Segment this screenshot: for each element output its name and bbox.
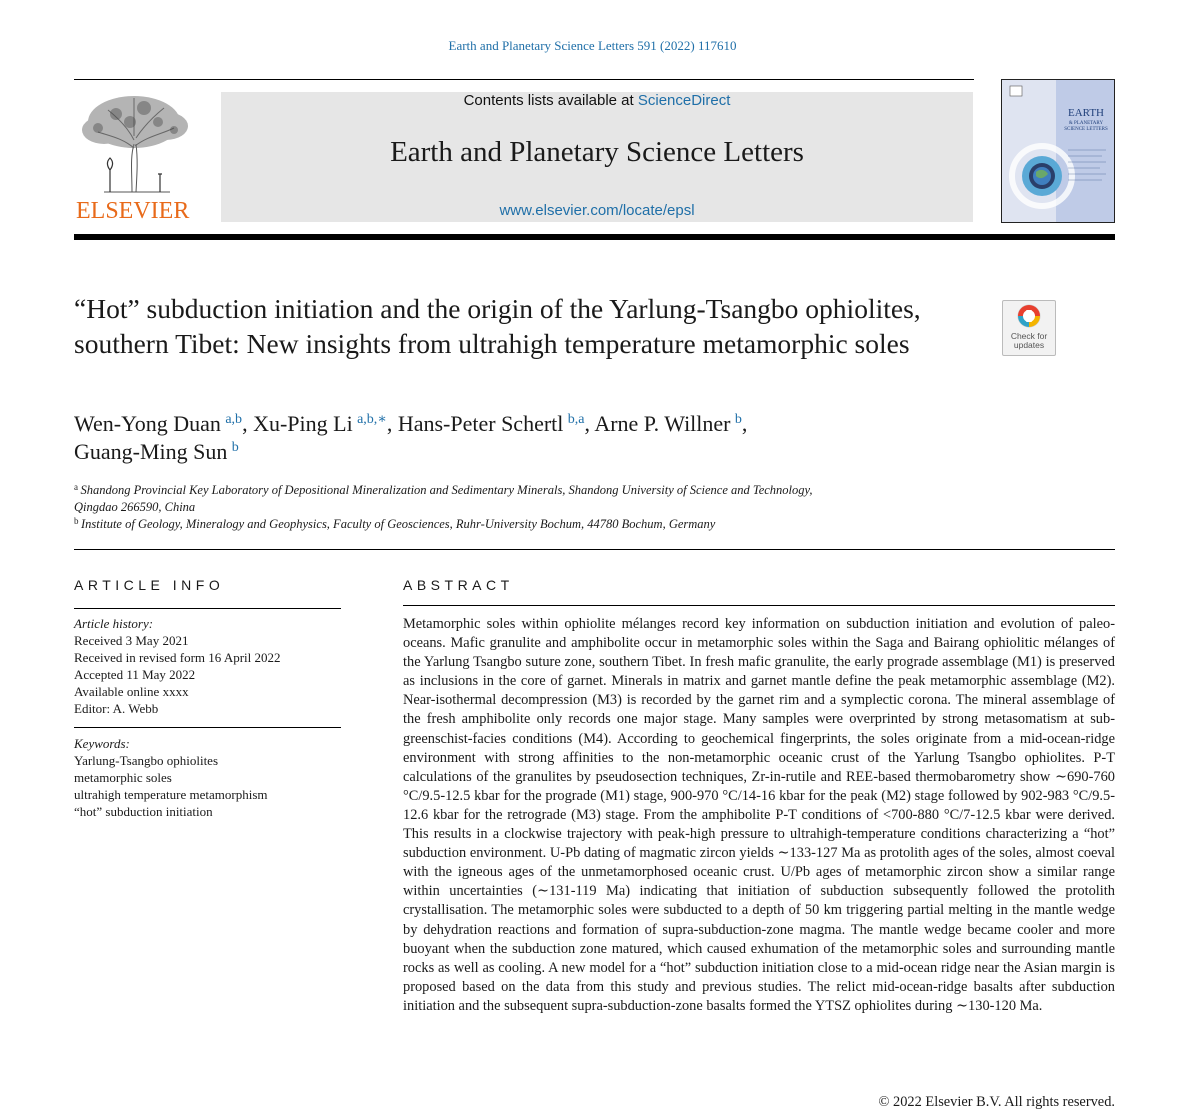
masthead-thick-rule xyxy=(74,234,1115,240)
elsevier-tree-icon xyxy=(74,92,194,196)
abstract-heading: ABSTRACT xyxy=(403,577,514,593)
cover-art-icon xyxy=(1002,80,1114,222)
article-title: “Hot” subduction initiation and the origin of the Yarlung-Tsangbo ophiolites, southern Tibet: New insights from ultrahigh temperature metamorphic soles xyxy=(74,293,921,359)
author-separator: , xyxy=(386,411,398,436)
keyword-item: ultrahigh temperature metamorphism xyxy=(74,787,268,802)
affiliation-a xyxy=(74,482,934,499)
affiliation-text: Shandong Provincial Key Laboratory of Depositional Mineralization and Sedimentary Minerals, Shandong University of Science and Technology, xyxy=(80,483,813,497)
author-affiliation-link[interactable]: b xyxy=(231,440,239,455)
author-affiliation-link[interactable]: a,b,∗ xyxy=(357,412,387,427)
keywords xyxy=(74,735,344,820)
author-affiliation-link[interactable]: b xyxy=(734,412,742,427)
abstract-rule xyxy=(403,605,1115,606)
author-name[interactable]: Xu-Ping Li xyxy=(253,411,353,436)
cover-title-3: SCIENCE LETTERS xyxy=(1064,127,1108,132)
affiliations xyxy=(74,482,934,533)
history-received: Received 3 May 2021 xyxy=(74,633,189,648)
affiliation-text: Institute of Geology, Mineralogy and Geophysics, Faculty of Geosciences, Ruhr-University Bochum, 44780 Bochum, Germany xyxy=(81,517,716,531)
publisher-name: ELSEVIER xyxy=(76,198,190,224)
article-history-label: Article history: xyxy=(74,616,154,631)
journal-name: Earth and Planetary Science Letters xyxy=(390,136,804,168)
history-accepted: Accepted 11 May 2022 xyxy=(74,667,196,682)
author-separator: , xyxy=(242,411,254,436)
journal-cover-thumbnail[interactable] xyxy=(1001,79,1115,223)
contents-line xyxy=(221,92,973,109)
affiliation-b xyxy=(74,516,934,533)
keywords-rule xyxy=(74,727,341,728)
elsevier-logo[interactable] xyxy=(74,92,194,222)
journal-url-link[interactable]: www.elsevier.com/locate/epsl xyxy=(499,202,695,219)
check-for-updates-label xyxy=(1003,332,1055,350)
keywords-label: Keywords: xyxy=(74,736,130,751)
contents-prefix: Contents lists available at xyxy=(463,92,638,109)
sciencedirect-link[interactable]: ScienceDirect xyxy=(637,92,731,109)
keyword-item: metamorphic soles xyxy=(74,770,172,785)
journal-reference[interactable]: Earth and Planetary Science Letters 591 (2022) 117610 xyxy=(448,38,737,53)
author-name[interactable]: Hans-Peter Schertl xyxy=(397,411,564,436)
author-affiliation-link[interactable]: a,b xyxy=(225,412,243,427)
keyword-item: Yarlung-Tsangbo ophiolites xyxy=(74,753,219,768)
author-name[interactable]: Arne P. Willner xyxy=(594,411,731,436)
author-separator: , xyxy=(584,411,595,436)
article-history xyxy=(74,615,344,717)
cover-title-2: & PLANETARY xyxy=(1068,121,1104,126)
abstract-text: Metamorphic soles within ophiolite mélanges record key information on subduction initiation and evolution of paleo-oceans. Mafic granulite and amphibolite occur in metamorphic soles within the Saga and Bairang ophiolitic mélanges of the Yarlung Tsangbo suture zone, southern Tibet. In fresh mafic granulite, the early prograde assemblage (M1) is preserved as inclusions in the core of garnet. Minerals in matrix and garnet mantle define the peak metamorphic assemblage (M2). Near-isothermal decompression (M3) is recorded by the garnet rim and a symplectic corona. The mineral assemblage of the fresh amphibolite only records one major stage. Many samples were overprinted by strong metasomatism at sub-greenschist-facies conditions (M4). According to geochemical fingerprints, the soles originate from a mid-ocean-ridge environment with strong affinities to the non-metamorphic oceanic crust of the Yarlung Tsangbo ophiolites. P-T calculations of the granulites by pseudosection techniques, Zr-in-rutile and REE-based thermobarometry show ∼690-760 °C/9.5-12.5 kbar for the prograde (M1) stage, 900-970 °C/14-16 kbar for the peak (M2) stage followed by 902-983 °C/9.5-12.6 kbar for the retrograde (M3) stage. From the amphibolite P-T conditions of <700-880 °C/7-12.5 kbar were derived. This results in a clockwise trajectory with peak-high pressure to ultrahigh-temperature conditions characterizing a “hot” subduction environment. U-Pb dating of magmatic zircon yields ∼133-127 Ma as protolith ages of the soles, almost coeval with the igneous ages of the unmetamorphosed oceanic crust. U/Pb ages of metamorphic zircon show a similar range within uncertainties (∼131-119 Ma) indicating that initiation of subduction subsequently followed the protolith crystallisation. The metamorphic soles were subducted to a depth of 50 km triggering partial melting in the mantle wedge by dehydration reactions and formation of supra-subduction-zone magma. The mantle wedge became cooler and more buoyant when the subduction zone matured, which caused exhumation of the metamorphic soles and surrounding mantle rocks as well as cooling. A new model for a “hot” subduction initiation close to a mid-ocean ridge near the Asian margin is proposed based on the data from this study and previous studies. The relict mid-ocean-ridge basalts after subduction initiation and the subsequent supra-subduction-zone basalts formed the YTSZ ophiolites during ∼130-120 Ma. xyxy=(403,616,1115,1014)
cover-title-1: EARTH xyxy=(1067,107,1105,119)
section-rule xyxy=(74,549,1115,550)
keyword-item: “hot” subduction initiation xyxy=(74,804,213,819)
history-online: Available online xxxx xyxy=(74,684,189,699)
copyright-notice: © 2022 Elsevier B.V. All rights reserved. xyxy=(878,1094,1115,1110)
crossmark-icon xyxy=(1003,301,1055,333)
journal-masthead xyxy=(221,92,973,222)
history-revised: Received in revised form 16 April 2022 xyxy=(74,650,281,665)
header-rule xyxy=(74,79,974,80)
author-name[interactable]: Guang-Ming Sun xyxy=(74,439,228,464)
badge-line-2: updates xyxy=(1013,340,1045,350)
author-separator: , xyxy=(741,411,748,436)
check-for-updates-button[interactable] xyxy=(1002,300,1056,356)
author-list xyxy=(74,410,974,466)
author-name[interactable]: Wen-Yong Duan xyxy=(74,411,221,436)
history-editor: Editor: A. Webb xyxy=(74,701,159,716)
affiliation-mark: b xyxy=(74,516,79,526)
article-info-heading: ARTICLE INFO xyxy=(74,577,225,593)
badge-line-1: Check for xyxy=(1010,331,1048,341)
author-affiliation-link[interactable]: b,a xyxy=(567,412,585,427)
affiliation-mark: a xyxy=(74,482,78,492)
article-info-rule xyxy=(74,608,341,609)
affiliation-a-line2: Qingdao 266590, China xyxy=(74,500,196,514)
